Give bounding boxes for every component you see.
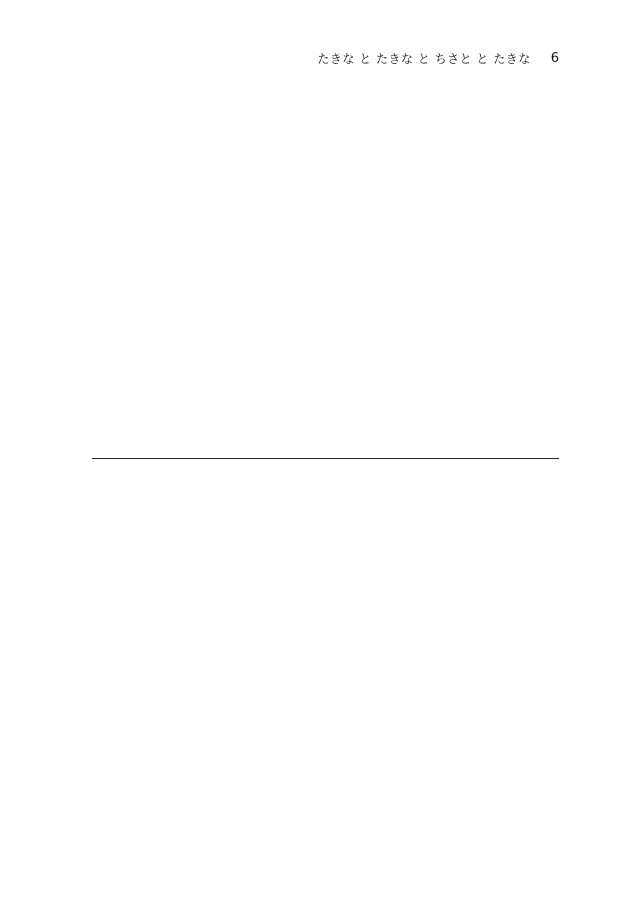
- page-number: 6: [550, 50, 559, 66]
- upper-text-tier: [92, 92, 559, 444]
- tier-divider: [92, 458, 559, 459]
- running-header: [317, 48, 559, 68]
- lower-text-tier: [92, 472, 559, 824]
- running-title: たきな と たきな と ちさと と たきな: [317, 51, 531, 66]
